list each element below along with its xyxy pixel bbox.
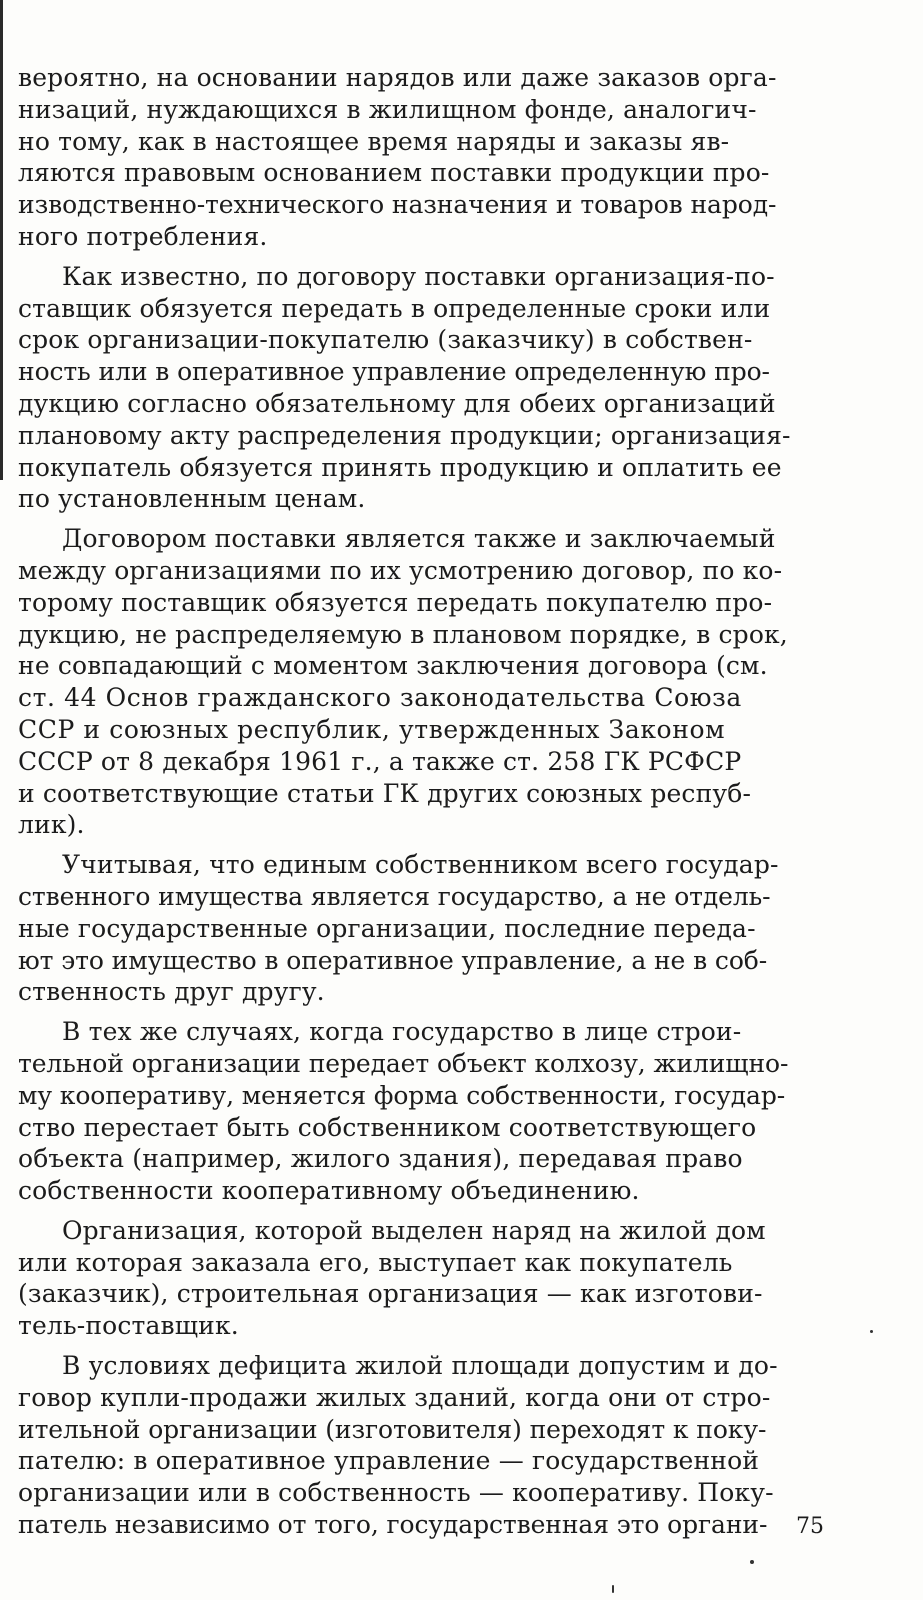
text-line: ного потребления. (18, 221, 268, 251)
text-line: торому поставщик обязуется передать покупателю про- (18, 587, 773, 617)
text-line: организации или в собственность — кооперативу. Поку- (18, 1478, 774, 1508)
text-line: ство перестает быть собственником соответствующего (18, 1112, 757, 1142)
text-line: СССР от 8 декабря 1961 г., а также ст. 258 ГК РСФСР (18, 746, 742, 776)
text-line: ность или в оперативное управление определенную про- (18, 357, 770, 387)
text-line: собственности кооперативному объединению. (18, 1176, 640, 1206)
page-edge-shadow (0, 0, 3, 480)
text-line: ственного имущества является государство, а не отдель- (18, 881, 771, 911)
text-line: дукцию, не распределяемую в плановом порядке, в срок, (18, 619, 788, 649)
body-text (18, 62, 846, 1541)
text-line: не совпадающий с моментом заключения договора (см. (18, 651, 768, 681)
text-line: ительной организации (изготовителя) переходят к поку- (18, 1414, 767, 1444)
text-line: между организациями по их усмотрению договор, по ко- (18, 555, 783, 585)
text-line: му кооперативу, меняется форма собственности, государ- (18, 1080, 786, 1110)
print-speck (870, 1330, 873, 1333)
text-line: низаций, нуждающихся в жилищном фонде, аналогич- (18, 94, 757, 124)
text-line: В условиях дефицита жилой площади допустим и до- (62, 1351, 778, 1381)
text-line: ляются правовым основанием поставки продукции про- (18, 158, 770, 188)
print-speck (612, 1585, 614, 1593)
text-line: Учитывая, что единым собственником всего государ- (62, 850, 779, 880)
text-line: лик). (18, 810, 85, 840)
text-line: изводственно-технического назначения и товаров народ- (18, 190, 777, 220)
text-line: но тому, как в настоящее время наряды и заказы яв- (18, 126, 730, 156)
paragraph (18, 1215, 846, 1342)
text-line: срок организации-покупателю (заказчику) в собствен- (18, 325, 753, 355)
page-number: 75 (796, 1514, 824, 1539)
text-line: ют это имущество в оперативное управление, а не в соб- (18, 945, 768, 975)
text-line: (заказчик), строительная организация — как изготови- (18, 1279, 763, 1309)
text-line: Организация, которой выделен наряд на жилой дом (62, 1215, 766, 1245)
text-line: дукцию согласно обязательному для обеих организаций (18, 388, 776, 418)
text-line: ССР и союзных республик, утвержденных Законом (18, 714, 726, 744)
text-line: пателю: в оперативное управление — государственной (18, 1446, 760, 1476)
paragraph (18, 261, 846, 515)
text-line: по установленным ценам. (18, 484, 366, 514)
text-line: вероятно, на основании нарядов или даже заказов орга- (18, 63, 777, 92)
text-line: Договором поставки является также и заключаемый (62, 524, 776, 554)
text-line: говор купли-продажи жилых зданий, когда они от стро- (18, 1382, 771, 1412)
paragraph (18, 62, 846, 253)
text-line: ные государственные организации, последние переда- (18, 913, 756, 943)
text-line: ственность друг другу. (18, 977, 325, 1007)
paragraph (18, 523, 846, 841)
text-line: патель независимо от того, государственная это органи- (18, 1510, 768, 1540)
text-line: тельной организации передает объект колхозу, жилищно- (18, 1048, 789, 1078)
paragraph (18, 1016, 846, 1207)
text-line: покупатель обязуется принять продукцию и оплатить ее (18, 452, 782, 482)
paragraph (18, 849, 846, 1008)
text-line: В тех же случаях, когда государство в лице строи- (62, 1017, 742, 1047)
text-line: тель-поставщик. (18, 1311, 239, 1341)
text-line: объекта (например, жилого здания), передавая право (18, 1144, 743, 1174)
text-line: Как известно, по договору поставки организация-по- (62, 261, 775, 291)
text-line: или которая заказала его, выступает как покупатель (18, 1247, 733, 1277)
text-line: ст. 44 Основ гражданского законодательства Союза (18, 683, 742, 713)
text-line: плановому акту распределения продукции; организация- (18, 420, 791, 450)
paragraph (18, 1350, 846, 1541)
text-line: ставщик обязуется передать в определенные сроки или (18, 293, 771, 323)
text-line: и соответствующие статьи ГК других союзных респуб- (18, 778, 752, 808)
print-speck (750, 1560, 754, 1564)
